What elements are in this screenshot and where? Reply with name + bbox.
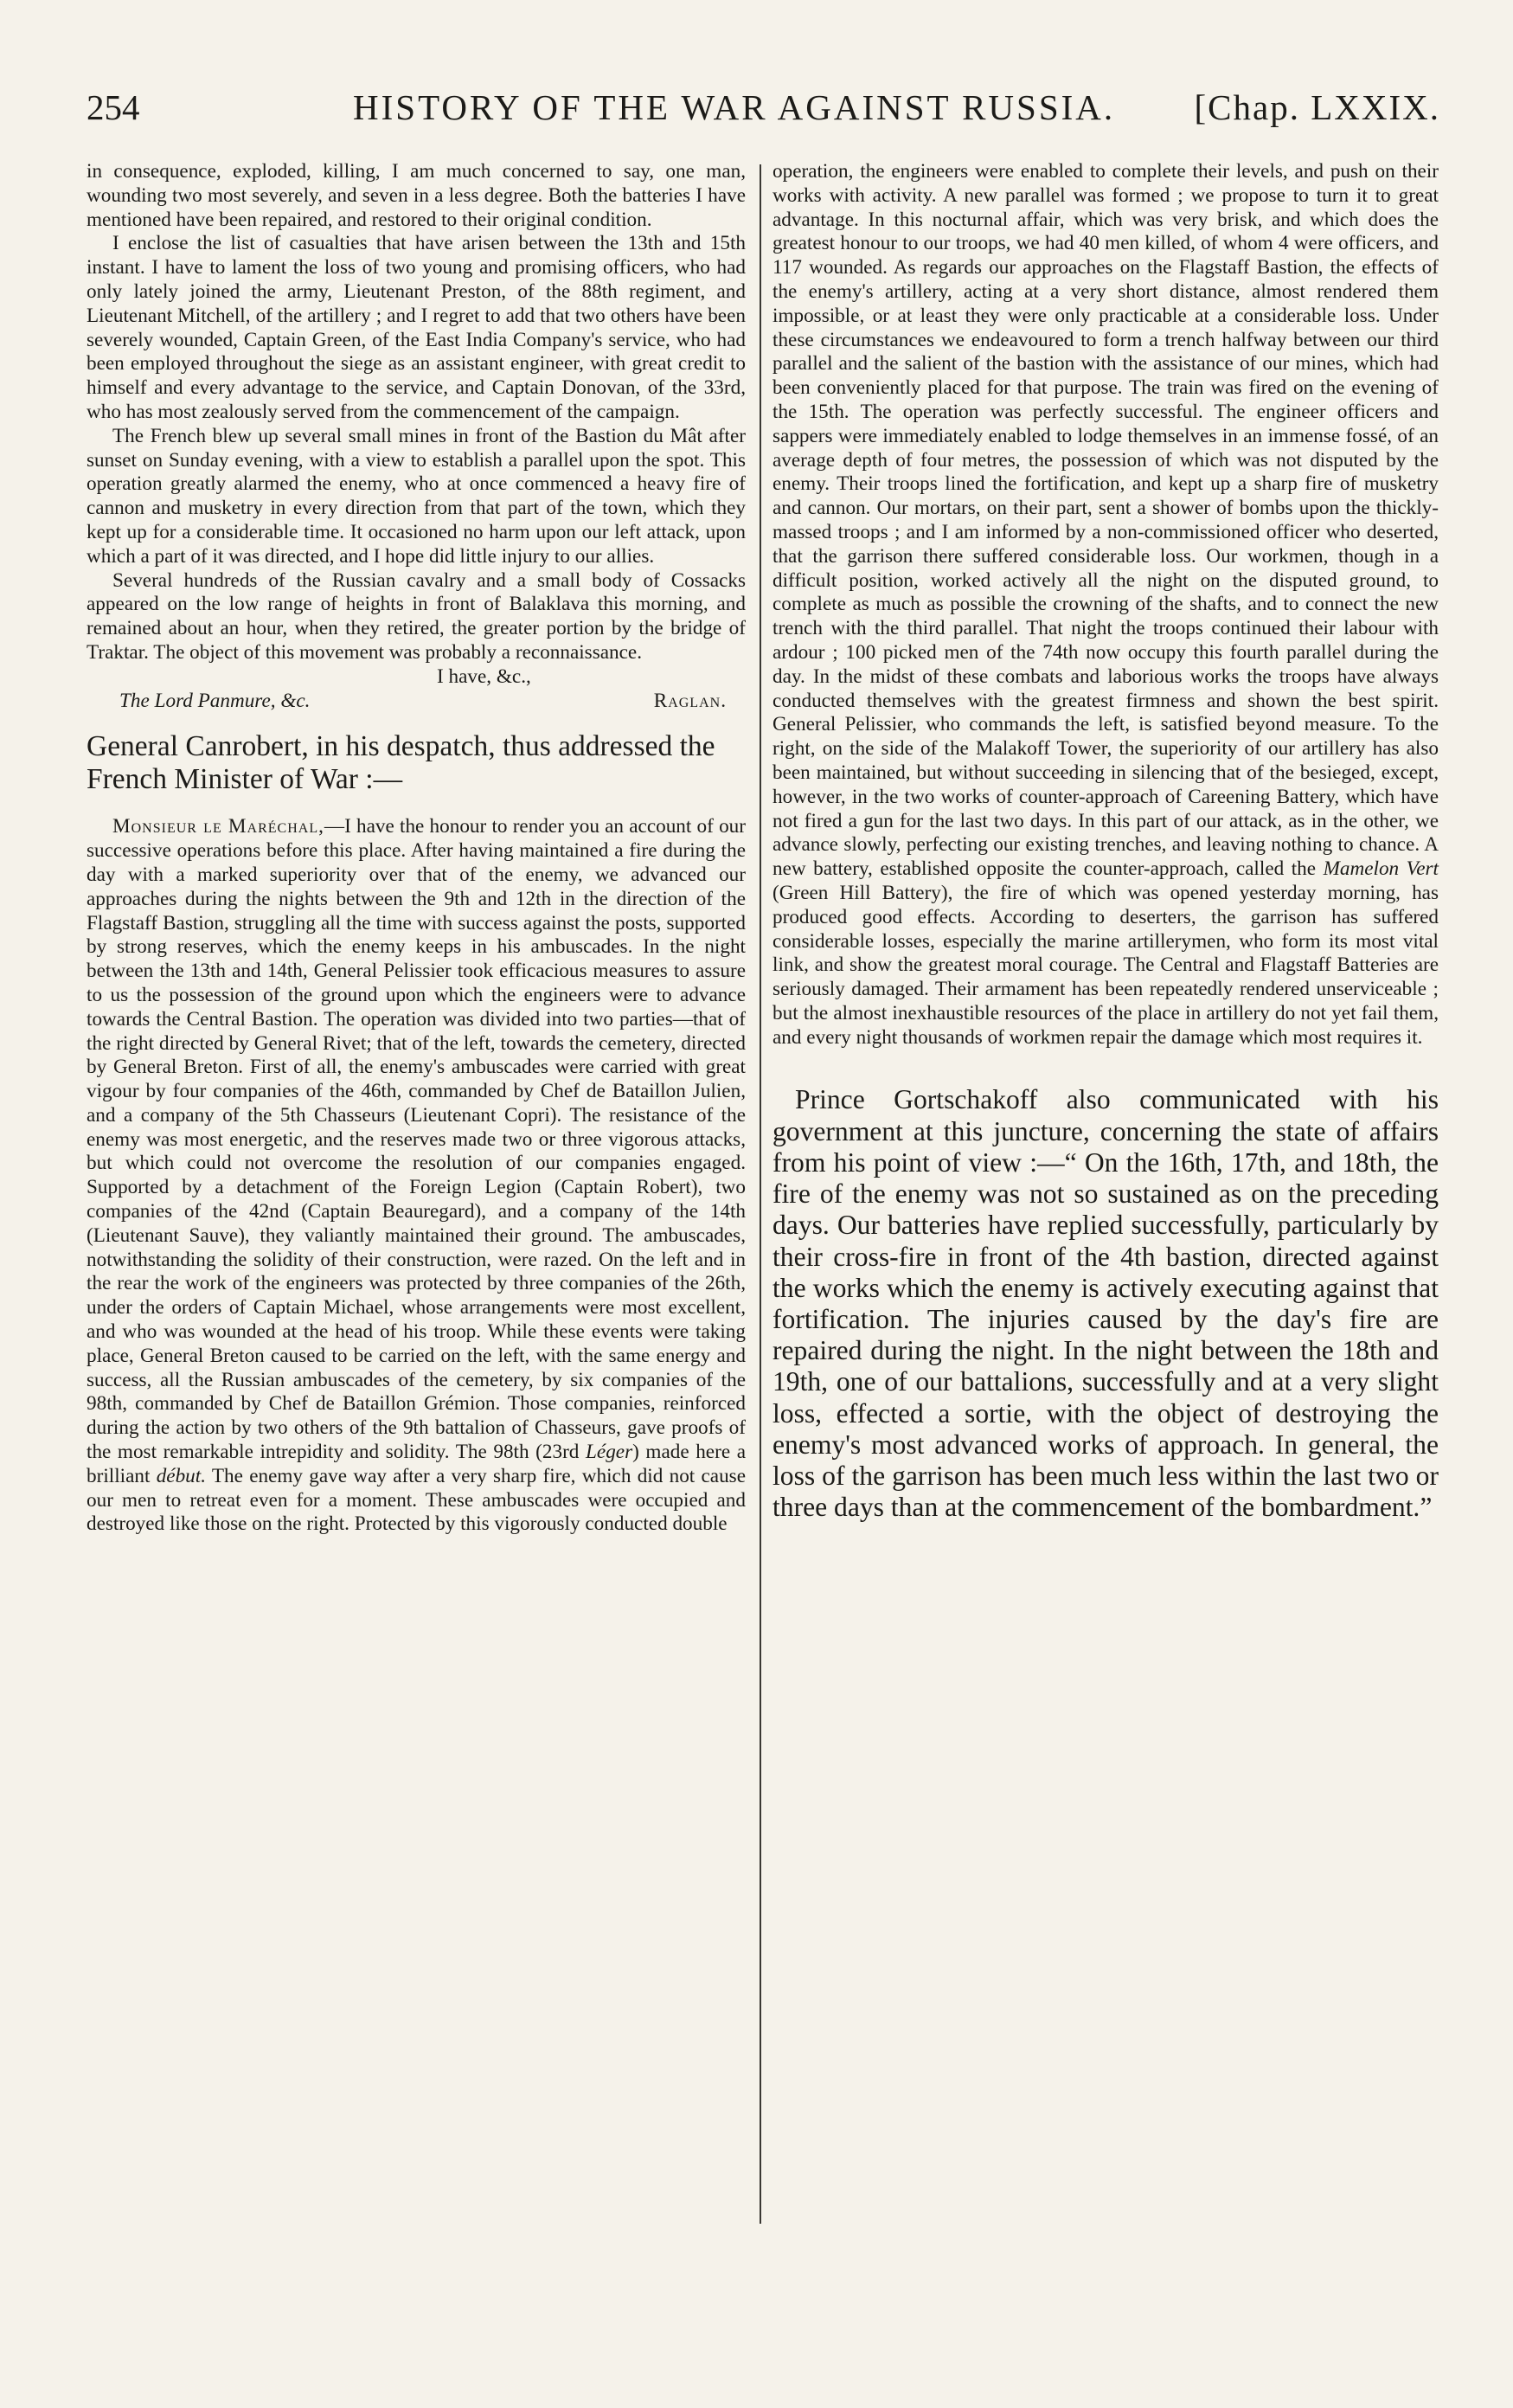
- signature: Raglan.: [653, 689, 727, 712]
- paragraph: operation, the engineers were enabled to complete their levels, and push on their works with activity. A new parallel was formed ; we propose to turn it to great advantage. In this nocturnal affair, which was very brisk, and which does the greatest honour to our troops, we had 40 men killed, of whom 4 were officers, and 117 wounded. As regards our approaches on the Flagstaff Bastion, the effects of the enemy's artillery, acting at a very short distance, almost rendered them impossible, or at least they were only practicable at a considerable loss. Under these circumstances we endeavoured to form a trench halfway between our third parallel and the salient of the bastion with the assistance of our mines, which had been conveniently placed for that purpose. The train was fired on the evening of the 15th. The operation was perfectly successful. The engineer officers and sappers were immediately enabled to lodge themselves in an immense fossé, of an average depth of four metres, the possession of which was not disputed by the enemy. Their troops lined the fortification, and kept up a sharp fire of musketry and cannon. Our mortars, on their part, sent a shower of bombs upon the thickly-massed troops ; and I am informed by a non-commissioned officer who deserted, that the garrison there suffered considerable loss. Our workmen, though in a difficult position, worked actively all the night on the disputed ground, to complete as much as possible the crowning of the shafts, and to connect the new trench with the third parallel. That night the troops continued their labour with ardour ; 100 picked men of the 74th now occupy this fourth parallel during the day. In the midst of these combats and laborious works the troops have always conducted themselves with the greatest firmness and shown the best spirit. General Pelissier, who commands the left, is satisfied beyond measure. To the right, on the side of the Malakoff Tower, the superiority of our artillery has also been maintained, but without succeeding in silencing that of the besieged, except, however, in the two works of counter-approach of Careening Battery, which have not fired a gun for the last two days. In this part of our attack, as in the other, we advance slowly, perfecting our existing trenches, and leaving nothing to chance. A new battery, established opposite the counter-approach, called the Mamelon Vert (Green Hill Battery), the fire of which was opened yesterday morning, has produced good effects. According to deserters, the garrison has suffered considerable losses, especially the marine artillerymen, who form its most vital link, and show the greatest moral courage. The Central and Flagstaff Batteries are seriously damaged. Their armament has been repeatedly rendered unserviceable ; but the almost inexhaustible resources of the place in artillery do not yet fail them, and every night thousands of workmen repair the damage which most requires it.: [773, 160, 1439, 1049]
- addressee: The Lord Panmure, &c.: [119, 689, 311, 712]
- salutation: Monsieur le Maréchal,: [112, 815, 324, 838]
- page-number: 254: [87, 87, 140, 127]
- letter-signoff: [87, 665, 746, 714]
- column-divider: [760, 164, 761, 2224]
- page-header: [87, 87, 1440, 130]
- section-heading: General Canrobert, in his despatch, thus addressed the French Minister of War :—: [87, 730, 715, 796]
- paragraph: Several hundreds of the Russian cavalry and a small body of Cossacks appeared on the low range of heights in front of Balaklava this morning, and remained about an hour, when they retired, the greater portion by the bridge of Traktar. The object of this movement was probably a reconnaissance.: [87, 568, 746, 664]
- closing: I have, &c.,: [437, 665, 531, 688]
- left-column: [87, 160, 746, 1537]
- paragraph: I enclose the list of casualties that have arisen between the 13th and 15th instant. I have to lament the loss of two young and promising officers, who had only lately joined the army, Lieutenant Preston, of the 88th regiment, and Lieutenant Mitchell, of the artillery ; and I regret to add that two others have been severely wounded, Captain Green, of the East India Company's service, who had been employed throughout the siege as an assistant engineer, with great credit to himself and every advantage to the service, and Captain Donovan, of the 33rd, who has most zealously served from the commencement of the campaign.: [87, 232, 746, 423]
- chapter-reference: [Chap. LXXIX.: [1194, 87, 1440, 127]
- running-title: HISTORY OF THE WAR AGAINST RUSSIA.: [353, 87, 1116, 127]
- right-column: [773, 160, 1439, 1523]
- paragraph-large: Prince Gortschakoff also communicated with his government at this juncture, concerning the state of affairs from his point of view :—“ On the 16th, 17th, and 18th, the fire of the enemy was not so sustained as on the preceding days. Our batteries have replied successfully, particularly by their cross-fire in front of the 4th bastion, directed against the works which the enemy is actively executing against that fortification. The injuries caused by the day's fire are repaired during the night. In the night between the 18th and 19th, one of our battalions, successfully and at a very slight loss, effected a sortie, with the object of destroying the enemy's most advanced works of approach. In general, the loss of the garrison has been much less within the last two or three days than at the commencement of the bombardment.”: [773, 1084, 1439, 1523]
- paragraph: The French blew up several small mines in front of the Bastion du Mât after sunset on Sunday evening, with a view to establish a parallel upon the spot. This operation greatly alarmed the enemy, who at once commenced a heavy fire of cannon and musketry in every direction from that part of the town, which they kept up for a considerable time. It occasioned no harm upon our left attack, upon which a part of it was directed, and I hope did little injury to our allies.: [87, 424, 746, 568]
- paragraph: Monsieur le Maréchal,—I have the honour to render you an account of our successive operations before this place. After having maintained a fire during the day with a marked superiority over that of the enemy, we advanced our approaches during the nights between the 9th and 12th in the direction of the Flagstaff Bastion, struggling all the time with success against the posts, supported by strong reserves, which the enemy keeps in his ambuscades. In the night between the 13th and 14th, General Pelissier took efficacious measures to assure to us the possession of the ground upon which the engineers were to advance towards the Central Bastion. The operation was divided into two parties—that of the right directed by General Rivet; that of the left, towards the cemetery, directed by General Breton. First of all, the enemy's ambuscades were carried with great vigour by four companies of the 46th, commanded by Chef de Bataillon Julien, and a company of the 5th Chasseurs (Lieutenant Copri). The resistance of the enemy was most energetic, and the reserves made two or three vigorous attacks, but which could not overcome the resolution of our companies engaged. Supported by a detachment of the Foreign Legion (Captain Robert), two companies of the 42nd (Captain Beauregard), and a company of the 14th (Lieutenant Sauve), they valiantly maintained their ground. The ambuscades, notwithstanding the solidity of their construction, were razed. On the left and in the rear the work of the engineers was protected by three companies of the 26th, under the orders of Captain Michael, whose arrangements were most excellent, and who was wounded at the head of his troop. While these events were taking place, General Breton caused to be carried on the left, with the same energy and success, all the Russian ambuscades of the cemetery, by six companies of the 98th, commanded by Chef de Bataillon Grémion. Those companies, reinforced during the action by two others of the 9th battalion of Chasseurs, gave proofs of the most remarkable intrepidity and solidity. The 98th (23rd Léger) made here a brilliant début. The enemy gave way after a very sharp fire, which did not cause our men to retreat even for a moment. These ambuscades were occupied and destroyed like those on the right. Protected by this vigorously conducted double: [87, 815, 746, 1536]
- paragraph: in consequence, exploded, killing, I am much concerned to say, one man, wounding two most severely, and seven in a less degree. Both the batteries I have mentioned have been repaired, and restored to their original condition.: [87, 160, 746, 231]
